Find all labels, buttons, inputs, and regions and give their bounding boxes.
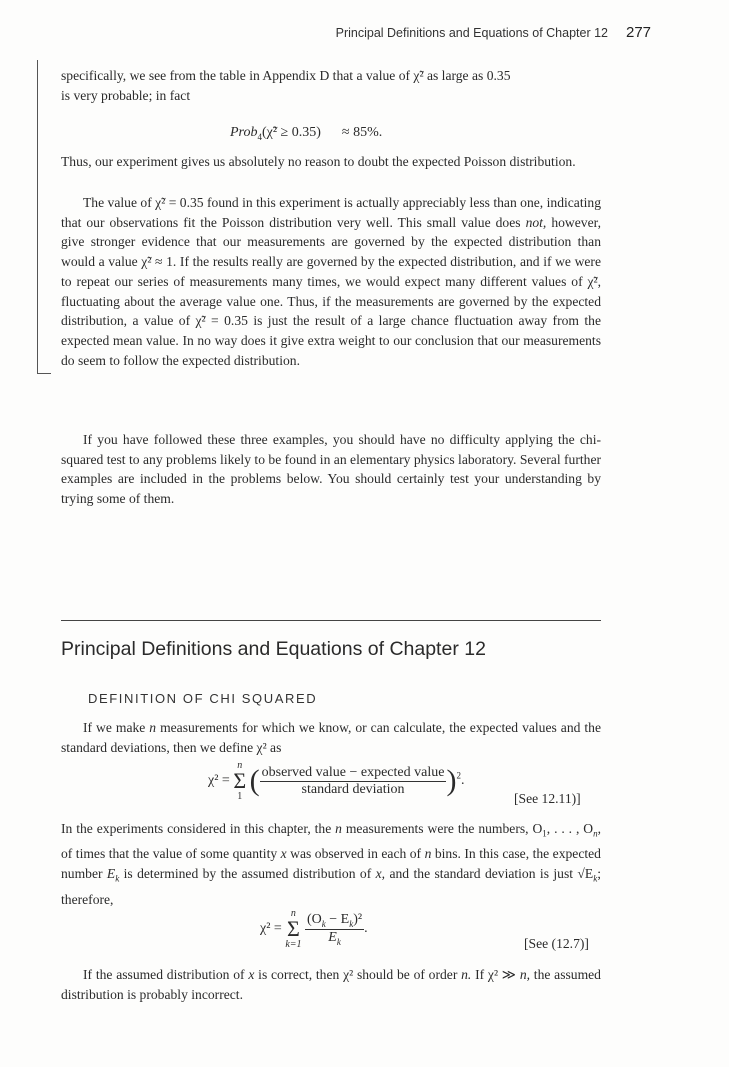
s2-text-f: bins. In this case, the expected number — [61, 846, 601, 882]
s2-text-a: In the experiments considered in this chapter, the — [61, 821, 336, 836]
paragraph: In the experiments considered in this chapter, the n measurements were the numbers, $O_1$, . . . , $O_n$, of times that the value of some quantity x was observed in each of n bins. In this case, the expected number $E_k$ is determined by the assumed distribution of x, and the standard deviation is just $√E_k$; therefore, — [61, 821, 601, 907]
eq1-sum-top: n — [237, 760, 243, 771]
prob-args: (χ̃² ≥ 0.35) — [261, 125, 321, 140]
s2-text-e: was observed in each of — [286, 846, 425, 862]
s2-text-i: ; therefore, — [61, 866, 601, 907]
s2-text-b: measurements were the numbers, O — [341, 821, 543, 836]
section-rule — [61, 620, 601, 621]
paragraph: Thus, our experiment gives us absolutely no reason to doubt the expected Poisson distribution. — [61, 154, 576, 169]
prob-subscript: 4 — [257, 131, 262, 142]
paragraph — [61, 718, 601, 757]
paragraph-line — [61, 66, 601, 105]
eq1-fraction — [260, 765, 447, 798]
p3-text-b: however, give stronger evidence that our measurements are governed by the expected distribution than would a value χ̃² ≈ 1. If the results really are governed by the expected distribution, and if we were to repeat our series of measurements many times, we would expect many different values of χ̃², fluctuating about the average value one. Thus, if the measurements are governed by the expected distribution, a value of χ̃² = 0.35 is just the result of a large chance fluctuation away from the expected mean value. In no way does it give extra weight to our conclusion that our measurements do seem to follow the expected distribution. — [61, 214, 601, 368]
sidebar-bracket — [37, 60, 38, 373]
eq2-reference: [See (12.7)] — [524, 936, 589, 951]
eq2-fraction — [305, 912, 364, 947]
running-header: Principal Definitions and Equations of Chapter 12 — [335, 26, 608, 40]
p3-text-a: The value of χ̃² = 0.35 found in this experiment is actually appreciably less than one, indicating that our observations fit the Poisson distribution very well. This small value does — [61, 195, 601, 230]
summation-symbol: n Σ k=1 — [285, 908, 302, 950]
eq2-num-a: (O — [307, 911, 322, 927]
summation-symbol: n Σ 1 — [233, 760, 247, 802]
prob-label: Prob — [230, 125, 258, 140]
paragraph — [61, 193, 601, 370]
eq2-sum-bottom: k=1 — [285, 939, 302, 950]
p1-line1: specifically, we see from the table in Appendix D that a value of χ̃² as large as 0.35 — [61, 68, 511, 83]
s1-text-a: If we make — [83, 720, 150, 735]
s2-n2: n — [424, 846, 432, 862]
eq2-numerator: $(O_k - E_k)^2$ — [307, 911, 363, 929]
paragraph — [61, 965, 601, 1004]
s3-text-b: is correct, then χ² should be of order — [254, 967, 462, 982]
s2-Ek: E — [106, 866, 116, 882]
eq2-sum-top: n — [290, 908, 296, 919]
p1-line2: is very probable; in fact — [61, 87, 191, 103]
s3-text-a: If the assumed distribution of — [83, 967, 249, 982]
s3-text-c: If χ² ≫ — [471, 967, 520, 982]
s3-text-d: the assumed distribution is probably incorrect. — [61, 967, 601, 1002]
s2-x2: x, — [375, 866, 386, 882]
eq1-denominator: standard deviation — [301, 781, 405, 797]
eq2-den-E: E — [328, 929, 337, 945]
s2-text-d: , of times that the value of some quantity — [61, 821, 601, 862]
s3-n2: n, — [519, 967, 531, 982]
eq2-num-c: )² — [353, 911, 363, 927]
s2-text-h: and the standard deviation is just √E — [385, 866, 594, 882]
eq2-lhs: χ² = — [260, 921, 282, 937]
paragraph: If you have followed these three examples, you should have no difficulty applying the chi-squared test to any problems likely to be found in an elementary physics laboratory. Several further examples are included in the problems below. You should certainly test your understanding by trying some of them. — [61, 432, 601, 507]
eq2-denominator: $E_k$ — [328, 929, 341, 947]
eq2-num-b: − E — [325, 911, 350, 927]
s3-x: x — [248, 967, 255, 982]
eq1-lhs: χ² = — [208, 773, 230, 789]
eq1-reference: [See 12.11)] — [514, 791, 581, 806]
eq1-sum-bottom: 1 — [237, 791, 243, 802]
s2-n: n — [335, 821, 342, 836]
s3-n: n. — [461, 967, 472, 982]
s1-n: n — [149, 720, 157, 735]
chi-squared-equation-1: χ² = n Σ 1 ( $\frac{\text{observed value − expected value}}{\text{standard deviation}}$ )$^2$. — [208, 760, 465, 802]
prob-result: ≈ 85%. — [341, 125, 383, 140]
section-title: Principal Definitions and Equations of Chapter 12 — [61, 638, 486, 660]
subheading: DEFINITION OF CHI SQUARED — [88, 691, 318, 706]
s2-text-c: , . . . , O — [546, 821, 594, 836]
s1-text-b: measurements for which we know, or can calculate, the expected values and the standard deviations, then we define χ² as — [61, 720, 601, 755]
page-number: 277 — [626, 24, 652, 41]
s2-x: x — [280, 846, 287, 862]
chi-squared-equation-2: χ² = n Σ k=1 $\frac{(O_k - E_k)^2}{E_k}$ . — [260, 908, 368, 950]
probability-equation — [230, 125, 382, 142]
s2-text-g: is determined by the assumed distribution of — [119, 866, 376, 882]
eq1-numerator: observed value − expected value — [261, 764, 445, 780]
sidebar-bracket-tick — [37, 373, 51, 374]
p3-emphasis: not, — [525, 214, 547, 230]
